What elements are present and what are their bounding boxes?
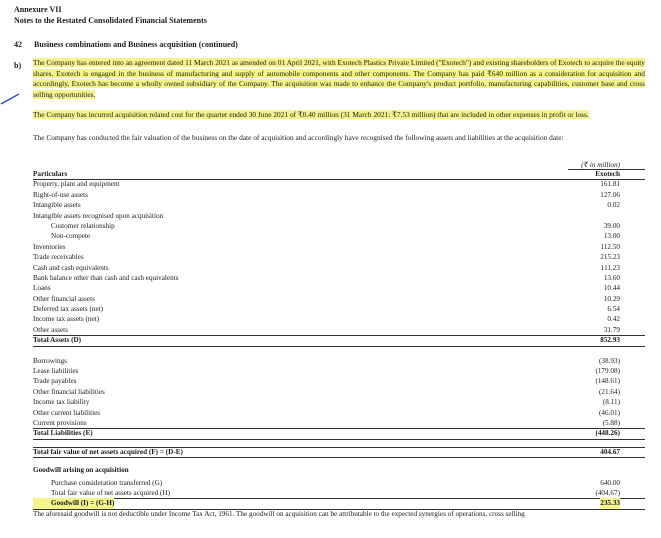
row-label: Intangible assets recognised upon acquisition	[33, 211, 164, 220]
goodwill-rows	[33, 478, 645, 499]
highlighted-text: The Company has incurred acquisition related cost for the quarter ended 30 June 2021 of ₹0.40 million (31 March 2021: ₹7.53 million) that are included in other expenses in profit or loss.	[33, 110, 589, 119]
row-label: Customer relationship	[51, 221, 115, 230]
table-row	[33, 408, 645, 418]
row-value: 235.33	[600, 499, 620, 508]
table-row	[33, 190, 645, 200]
unit-row	[33, 160, 645, 169]
table-row	[33, 397, 645, 407]
row-label: Trade payables	[33, 377, 77, 386]
row-label: Inventories	[33, 242, 66, 251]
row-value: 852.93	[600, 336, 620, 345]
row-label: Total fair value of net assets acquired (H)	[51, 488, 171, 497]
row-value: 112.50	[600, 242, 620, 251]
row-value: 161.81	[600, 180, 620, 189]
row-label: Current provisions	[33, 418, 87, 427]
annexure-label: Annexure VII	[14, 5, 62, 14]
row-label: Borrowings	[33, 356, 67, 365]
row-label: Goodwill (I) = (G-H)	[33, 498, 114, 508]
table-row	[33, 314, 645, 324]
goodwill-heading: Goodwill arising on acquisition	[33, 466, 129, 475]
assets-rows	[33, 179, 645, 335]
row-label: Income tax liability	[33, 398, 90, 407]
total-liabilities-block	[33, 428, 645, 438]
row-label: Income tax assets (net)	[33, 315, 100, 324]
net-assets-block	[33, 447, 645, 457]
table-row	[33, 211, 645, 221]
table-row	[33, 221, 645, 231]
rule	[33, 439, 645, 440]
highlighted-text: The Company has entered into an agreement dated 11 March 2021 as amended on 01 April 2021, with Exotech Plastics Private Limited ("Exotech") and existing shareholders of Exotech to acquire the equity shares. Exotech is engaged in the business of manufacturing and supply of automobile components and other components. The Company has paid ₹640 million as a consideration for acquisition and accordingly, Exotech has become a wholly owned subsidiary of the Company. The acquisition was made to enhance the Company's product portfolio, manufacturing capabilities, customer base and cross selling opportunities.	[33, 58, 645, 99]
section-number: 42	[14, 40, 22, 49]
row-value: 0.42	[607, 315, 620, 324]
row-label: Total Assets (D)	[33, 336, 82, 345]
table-row	[33, 283, 645, 293]
row-value: (448.26)	[595, 429, 620, 438]
row-label: Total fair value of net assets acquired (F) = (D-E)	[33, 447, 183, 456]
footer-note	[33, 509, 645, 519]
total-liabilities-row	[33, 428, 645, 438]
row-label: Total Liabilities (E)	[33, 429, 93, 438]
net-assets-row	[33, 447, 645, 457]
goodwill-total-row	[33, 498, 645, 508]
column-header-exotech: Exotech	[595, 170, 620, 178]
row-value: 31.79	[603, 325, 620, 334]
table-row	[33, 387, 645, 397]
notes-title: Notes to the Restated Consolidated Financial Statements	[14, 16, 207, 25]
row-value: (404.67)	[595, 488, 620, 497]
row-value: 404.67	[600, 447, 620, 456]
row-label: Other assets	[33, 325, 68, 334]
row-value: 0.02	[607, 201, 620, 210]
fair-valuation-paragraph: The Company has conducted the fair valuation of the business on the date of acquisition and accordingly have recognised the following assets and liabilities at the acquisition date:	[33, 133, 564, 142]
total-assets-block	[33, 335, 645, 345]
goodwill-heading-row	[33, 465, 645, 475]
column-header-particulars: Particulars	[33, 170, 68, 178]
row-value: (5.88)	[602, 418, 620, 427]
fair-value-table	[33, 160, 645, 519]
table-row	[33, 376, 645, 386]
acquisition-cost-paragraph	[33, 110, 645, 121]
row-label: Lease liabilities	[33, 367, 79, 376]
table-row	[33, 356, 645, 366]
row-value: 6.54	[607, 305, 620, 314]
row-value: (179.08)	[595, 367, 620, 376]
row-label: Right-of-use assets	[33, 190, 88, 199]
row-value: 10.29	[603, 294, 620, 303]
acquisition-paragraph	[33, 58, 645, 100]
section-heading	[14, 40, 238, 49]
row-label: Cash and cash equivalents	[33, 263, 109, 272]
rule	[33, 457, 645, 458]
total-assets-row	[33, 335, 645, 345]
table-row	[33, 231, 645, 241]
table-row	[33, 273, 645, 283]
row-value: (46.01)	[599, 408, 620, 417]
table-row	[33, 418, 645, 428]
table-row	[33, 304, 645, 314]
row-label: Trade receivables	[33, 253, 84, 262]
section-title: Business combinations and Business acquisition (continued)	[34, 40, 238, 49]
table-row	[33, 478, 645, 488]
table-row	[33, 366, 645, 376]
table-header-row	[33, 169, 645, 179]
row-value: 111.23	[600, 263, 620, 272]
row-label: Deferred tax assets (net)	[33, 305, 104, 314]
row-value: (38.93)	[599, 356, 620, 365]
goodwill-total-block	[33, 498, 645, 508]
liability-rows	[33, 356, 645, 429]
row-value: (21.64)	[599, 387, 620, 396]
table-row	[33, 242, 645, 252]
rule	[33, 346, 645, 347]
table-row	[33, 200, 645, 210]
pen-annotation-mark	[0, 88, 22, 108]
table-row	[33, 294, 645, 304]
unit-label: (₹ in million)	[581, 161, 620, 169]
row-label: Other financial liabilities	[33, 387, 105, 396]
row-label: Bank balance other than cash and cash equivalents	[33, 273, 179, 282]
row-label: Other financial assets	[33, 294, 95, 303]
table-row	[33, 179, 645, 189]
table-row	[33, 325, 645, 335]
row-value: 215.23	[600, 253, 620, 262]
row-value: 39.00	[603, 221, 620, 230]
row-label: Loans	[33, 284, 51, 293]
row-value: 13.00	[603, 232, 620, 241]
row-label: Other current liabilities	[33, 408, 101, 417]
footer-text: The aforesaid goodwill is not deductible under Income Tax Act, 1961. The goodwill on acquisition can be attributable to the expected synergies of operations, cross selling	[33, 509, 525, 518]
row-label: Intangible assets	[33, 201, 81, 210]
row-value: (8.11)	[602, 398, 620, 407]
row-value: 640.00	[600, 478, 620, 487]
table-row	[33, 488, 645, 498]
row-value: 13.60	[603, 273, 620, 282]
row-value: (148.61)	[595, 377, 620, 386]
row-value: 127.06	[600, 190, 620, 199]
row-label: Non-compete	[51, 232, 91, 241]
table-row	[33, 252, 645, 262]
row-label: Property, plant and equipment	[33, 180, 120, 189]
table-row	[33, 263, 645, 273]
row-label: Purchase consideration transferred (G)	[51, 478, 163, 487]
subsection-label: b)	[14, 61, 22, 70]
row-value: 10.44	[603, 284, 620, 293]
